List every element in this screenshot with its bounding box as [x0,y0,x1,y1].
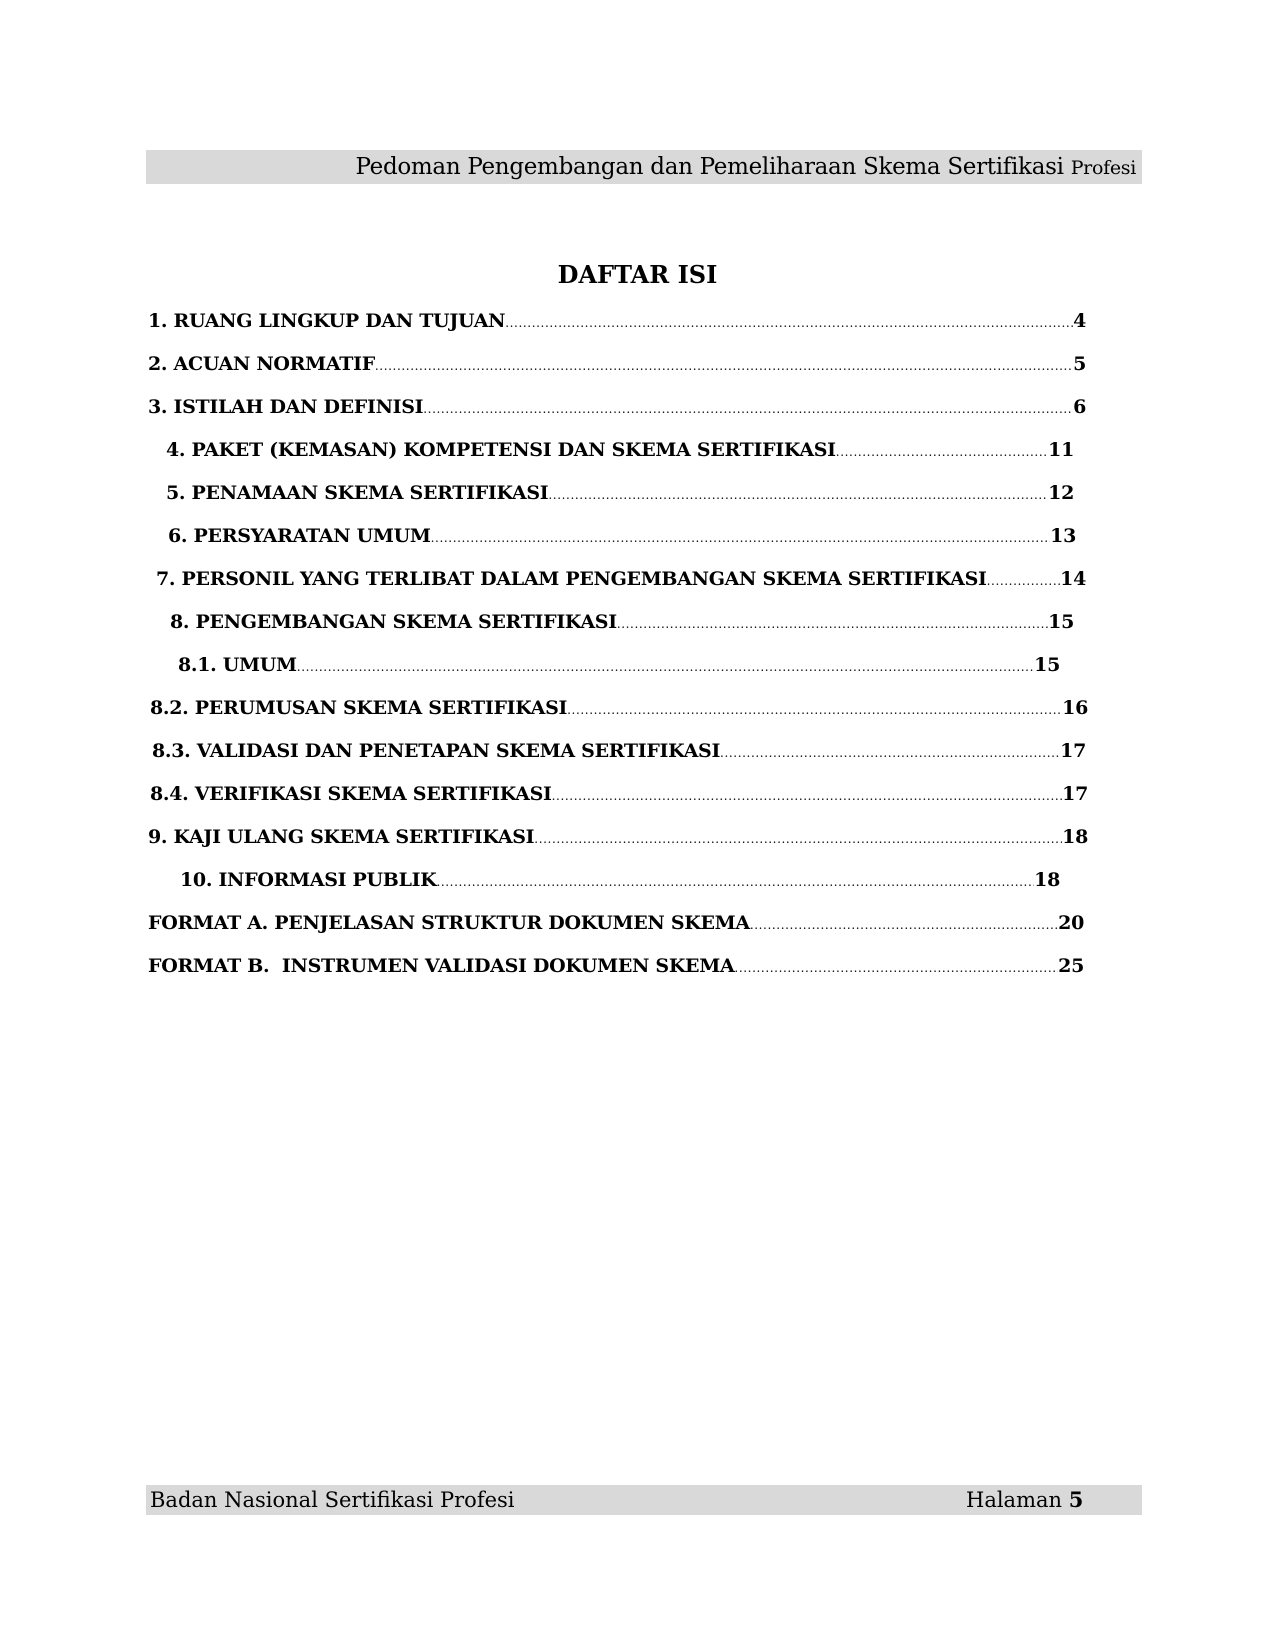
toc-entry-label: FORMAT A. PENJELASAN STRUKTUR DOKUMEN SKEMA [148,912,750,934]
toc-entry[interactable] [168,523,1076,551]
toc-entry-page: 16 [1062,697,1088,719]
toc-leader-dots [436,869,1034,895]
toc-entry-label: 2. ACUAN NORMATIF [148,353,375,375]
toc-leader-dots [297,654,1034,680]
document-title-tail: Profesi [1070,157,1136,179]
toc-entry[interactable] [150,695,1088,723]
document-title-main: Pedoman Pengembangan dan Pemeliharaan Skema Sertifikasi [355,154,1064,180]
toc-entry-page: 25 [1058,955,1084,977]
toc-entry[interactable] [150,781,1088,809]
toc-entry-page: 4 [1073,310,1086,332]
toc-entry-page: 18 [1062,826,1088,848]
toc-entry-label: 8.4. VERIFIKASI SKEMA SERTIFIKASI [150,783,552,805]
toc-entry-label: 5. PENAMAAN SKEMA SERTIFIKASI [166,482,549,504]
toc-entry-page: 17 [1060,740,1086,762]
page-footer [146,1485,1142,1515]
toc-leader-dots [836,439,1048,465]
footer-organization: Badan Nasional Sertifikasi Profesi [150,1488,515,1512]
toc-entry-label: 1. RUANG LINGKUP DAN TUJUAN [148,310,506,332]
toc-entry-label: 7. PERSONIL YANG TERLIBAT DALAM PENGEMBANGAN SKEMA SERTIFIKASI [156,568,987,590]
toc-entry[interactable] [156,566,1086,594]
toc-leader-dots [987,568,1061,594]
toc-entry-page: 11 [1048,439,1074,461]
toc-entry-label: 8.2. PERUMUSAN SKEMA SERTIFIKASI [150,697,568,719]
toc-leader-dots [505,310,1073,336]
toc-entry-label: 9. KAJI ULANG SKEMA SERTIFIKASI [148,826,535,848]
toc-entry[interactable] [180,867,1060,895]
toc-entry-label: 8. PENGEMBANGAN SKEMA SERTIFIKASI [170,611,617,633]
toc-entry-page: 18 [1034,869,1060,891]
toc-entry[interactable] [148,351,1086,379]
toc-entry-page: 14 [1060,568,1086,590]
toc-entry-label: 3. ISTILAH DAN DEFINISI [148,396,424,418]
toc-leader-dots [567,697,1062,723]
toc-leader-dots [617,611,1048,637]
toc-entry-page: 17 [1062,783,1088,805]
toc-entry-page: 5 [1073,353,1086,375]
toc-heading: DAFTAR ISI [557,260,718,289]
toc-entry[interactable] [166,437,1074,465]
toc-entry[interactable] [148,824,1088,852]
toc-entry[interactable] [148,308,1086,336]
toc-entry-page: 13 [1050,525,1076,547]
toc-entry[interactable] [170,609,1074,637]
toc-entry-page: 15 [1048,611,1074,633]
toc-leader-dots [423,396,1073,422]
toc-leader-dots [750,912,1058,938]
toc-entry[interactable] [166,480,1074,508]
toc-leader-dots [552,783,1063,809]
toc-entry[interactable] [148,394,1086,422]
footer-page-label: Halaman [966,1488,1063,1512]
toc-entry-label: 8.3. VALIDASI DAN PENETAPAN SKEMA SERTIFIKASI [152,740,721,762]
toc-entry-page: 15 [1034,654,1060,676]
footer-page-number: 5 [1068,1487,1084,1512]
toc-entry[interactable] [152,738,1086,766]
toc-entry-label: 4. PAKET (KEMASAN) KOMPETENSI DAN SKEMA SERTIFIKASI [166,439,836,461]
toc-entry-label: 6. PERSYARATAN UMUM [168,525,431,547]
toc-entry-label: 10. INFORMASI PUBLIK [180,869,437,891]
toc-entry-page: 20 [1058,912,1084,934]
toc-entry[interactable] [148,953,1084,981]
toc-leader-dots [375,353,1073,379]
toc-entry-label: FORMAT B. INSTRUMEN VALIDASI DOKUMEN SKEMA [148,955,735,977]
toc-entry-page: 6 [1073,396,1086,418]
toc-leader-dots [734,955,1058,981]
footer-page-indicator [966,1487,1083,1513]
toc-entry[interactable] [148,910,1084,938]
toc-leader-dots [431,525,1051,551]
toc-entry-label: 8.1. UMUM [178,654,297,676]
toc-leader-dots [534,826,1062,852]
toc-leader-dots [548,482,1048,508]
toc-entry-page: 12 [1048,482,1074,504]
toc-leader-dots [720,740,1060,766]
toc-entry[interactable] [178,652,1060,680]
